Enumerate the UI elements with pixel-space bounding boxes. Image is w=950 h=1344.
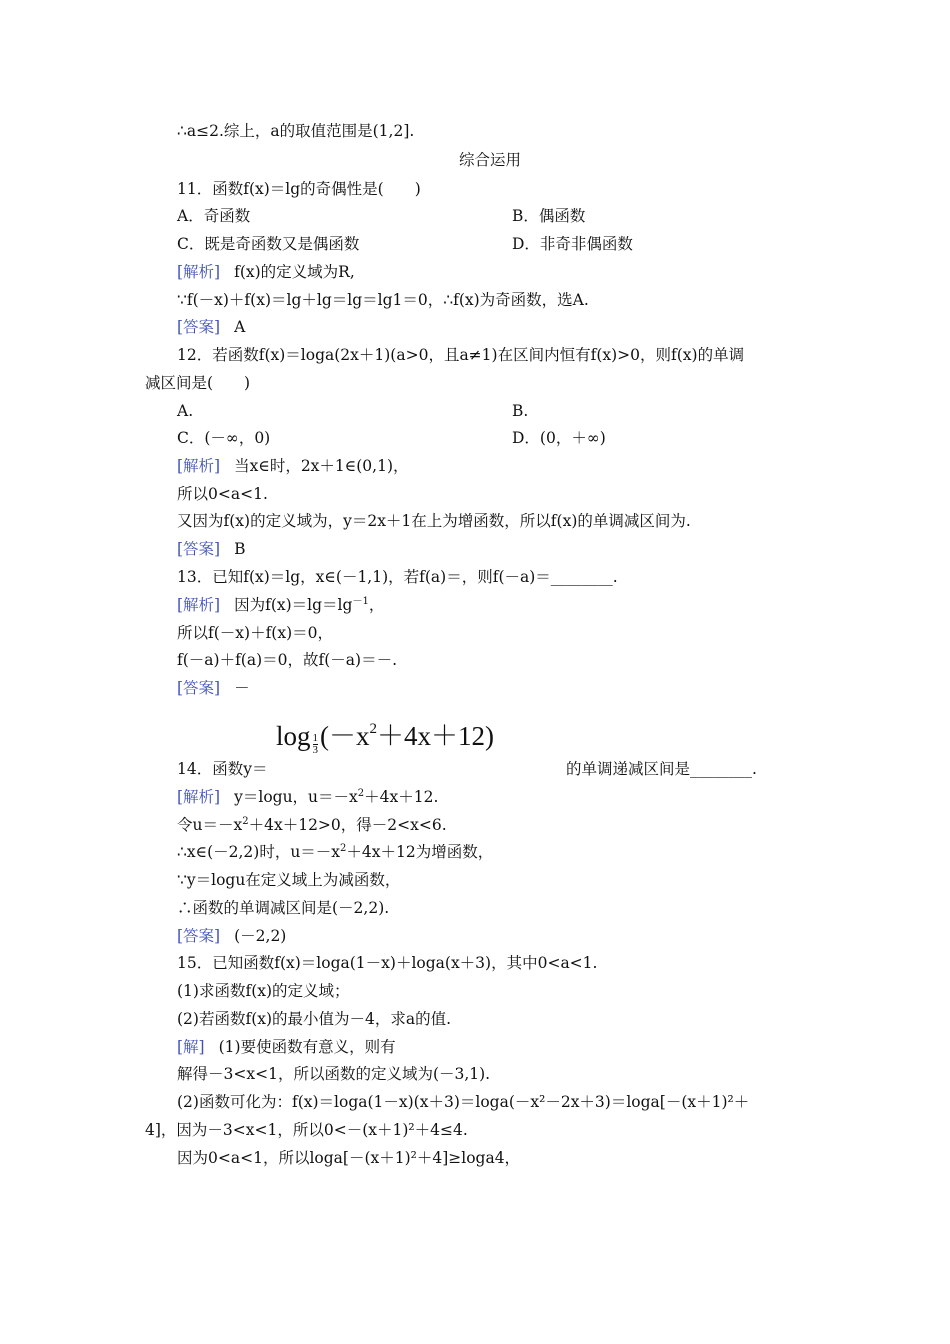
question-12-cont: 减区间是( ) (145, 374, 251, 392)
analysis-tag: [解析] (177, 596, 221, 614)
question-14: 14．函数y＝ (177, 760, 268, 778)
question-11: 11．函数f(x)＝lg的奇偶性是( ) (177, 180, 421, 198)
text-line: 解得－3<x<1，所以函数的定义域为(－3,1). (177, 1065, 491, 1083)
formula-body: (－x (320, 721, 370, 751)
answer-line (177, 678, 250, 698)
question-14-cont: 的单调递减区间是________. (566, 760, 757, 778)
answer-tag: [答案] (177, 540, 221, 558)
question-12: 12．若函数f(x)＝loga(2x＋1)(a>0，且a≠1)在区间内恒有f(x)>0，则f(x)的单调 (177, 346, 745, 364)
text-line: 所以0<a<1. (177, 485, 268, 503)
analysis-line (177, 456, 409, 476)
text-line: ∵y＝logu在定义域上为减函数， (177, 871, 401, 889)
analysis-text: y＝logu，u＝－x (234, 788, 358, 806)
question-13: 13．已知f(x)＝lg，x∈(－1,1)，若f(a)＝，则f(－a)＝________. (177, 568, 618, 586)
option-d: D．(0，＋∞) (512, 429, 606, 447)
text-part: ∴x∈(－2,2)时，u＝－x (177, 843, 341, 861)
text-line: ∵f(－x)＋f(x)＝lg＋lg＝lg＝lg1＝0，∴f(x)为奇函数，选A. (177, 291, 589, 309)
formula-log: log (276, 721, 311, 751)
answer-text: (－2,2) (234, 927, 287, 945)
solution-text: (1)要使函数有意义，则有 (218, 1038, 396, 1056)
text-part-end: ＋4x＋12>0，得－2<x<6. (248, 816, 447, 834)
option-c: C．(－∞，0) (177, 429, 271, 447)
text-line: f(－a)＋f(a)＝0，故f(－a)＝－. (177, 651, 398, 669)
text-line: 因为0<a<1，所以loga[－(x＋1)²＋4]≥loga4， (177, 1149, 521, 1167)
solution-tag: [解] (177, 1038, 205, 1056)
analysis-line (177, 262, 355, 282)
formula-base-fraction (313, 733, 319, 756)
fraction-numerator: 1 (312, 732, 319, 744)
option-a: A．奇函数 (177, 207, 251, 225)
text-line (177, 815, 447, 835)
answer-line (177, 539, 246, 559)
analysis-text: 当x∈时，2x＋1∈(0,1)， (234, 457, 409, 475)
answer-line (177, 317, 245, 337)
question-15-part-1: (1)求函数f(x)的定义域； (177, 982, 350, 1000)
analysis-tag: [解析] (177, 263, 221, 281)
analysis-text: 因为f(x)＝lg＝lg (234, 596, 353, 614)
formula-tail: ＋4x＋12) (377, 721, 495, 751)
exponent: 2 (242, 815, 249, 827)
text-part-end: ＋4x＋12为增函数， (346, 843, 494, 861)
fraction-denominator: 3 (312, 744, 319, 756)
analysis-line (177, 787, 438, 807)
formula-image (276, 716, 494, 756)
answer-line (177, 926, 286, 946)
text-line: ∴函数的单调减区间是(－2,2). (177, 899, 390, 917)
text-line (177, 842, 493, 862)
question-15: 15．已知函数f(x)＝loga(1－x)＋loga(x＋3)，其中0<a<1. (177, 954, 598, 972)
analysis-line (177, 595, 384, 615)
text-line: (2)函数可化为：f(x)＝loga(1－x)(x＋3)＝loga(－x²－2x＋3)＝loga[－(x＋1)²＋ (177, 1093, 750, 1111)
option-c: C．既是奇函数又是偶函数 (177, 235, 360, 253)
text-line: 又因为f(x)的定义域为，y＝2x＋1在上为增函数，所以f(x)的单调减区间为. (177, 512, 691, 530)
solution-line (177, 1037, 396, 1057)
answer-text: － (234, 679, 250, 697)
analysis-tag: [解析] (177, 457, 221, 475)
text-line: 所以f(－x)＋f(x)＝0， (177, 624, 334, 642)
answer-text: B (234, 540, 246, 558)
exponent: 2 (357, 787, 365, 799)
analysis-text: f(x)的定义域为R, (234, 263, 355, 281)
answer-tag: [答案] (177, 679, 221, 697)
exponent: 2 (340, 842, 347, 854)
option-b: B. (512, 402, 529, 420)
answer-text: A (234, 318, 246, 336)
option-b: B．偶函数 (512, 207, 586, 225)
analysis-text-end: ， (368, 596, 385, 614)
analysis-tag: [解析] (177, 788, 221, 806)
section-heading: 综合运用 (459, 151, 522, 169)
analysis-text-end: ＋4x＋12. (364, 788, 439, 806)
text-line: 4]，因为－3<x<1，所以0<－(x＋1)²＋4≤4. (145, 1121, 468, 1139)
answer-tag: [答案] (177, 318, 221, 336)
answer-tag: [答案] (177, 927, 221, 945)
text-line: ∴a≤2.综上，a的取值范围是(1,2]. (177, 122, 415, 140)
text-part: 令u＝－x (177, 816, 243, 834)
question-15-part-2: (2)若函数f(x)的最小值为－4，求a的值. (177, 1010, 452, 1028)
option-a: A. (177, 402, 194, 420)
formula-exponent: 2 (369, 721, 378, 737)
option-d: D．非奇非偶函数 (512, 235, 633, 253)
exponent: －1 (352, 595, 369, 607)
